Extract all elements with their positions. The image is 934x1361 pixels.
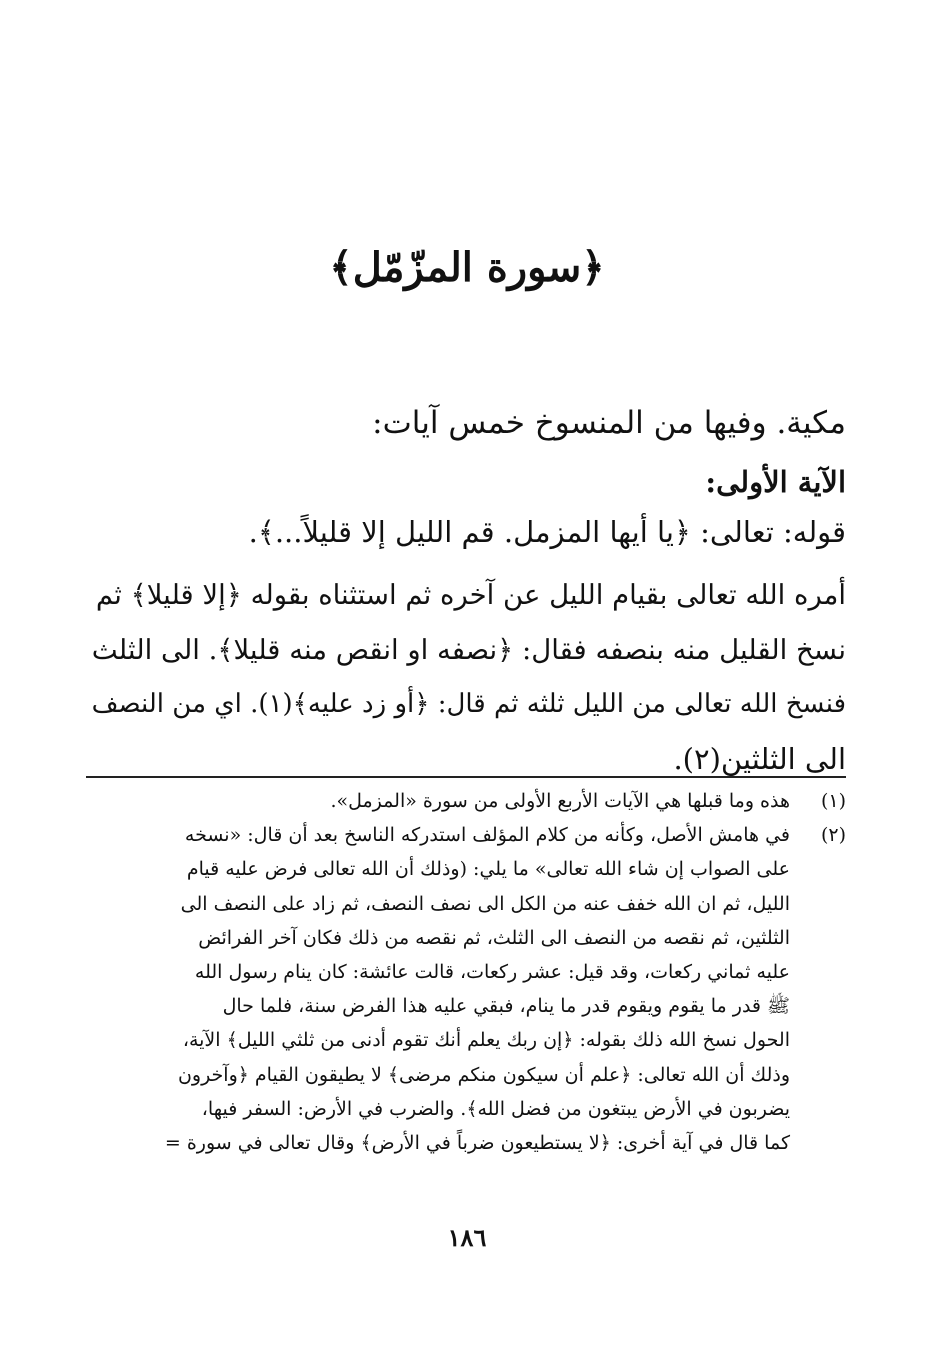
ayah-heading: الآية الأولى: [705,465,846,499]
surah-title: ﴿سورة المزّمّل﴾ [329,244,605,291]
page-number: ١٨٦ [447,1223,487,1252]
footnote-number: (٢) [820,824,846,847]
footnote-line: الليل، ثم ان الله خفف عنه من الكل الى نصف النصف، ثم زاد على النصف الى [180,892,790,915]
footnote-line: الحول نسخ الله ذلك بقوله: ﴿إن ربك يعلم أنك تقوم أدنى من ثلثي الليل﴾ الآية، [182,1029,790,1052]
footnote-line: كما قال في آية أخرى: ﴿لا يستطيعون ضرباً في الأرض﴾ وقال تعالى في سورة = [164,1132,790,1155]
footnote-line: عليه ثماني ركعات، وقد قيل: عشر ركعات، قالت عائشة: كان ينام رسول الله [194,961,790,984]
footnote-line: وذلك أن الله تعالى: ﴿علم أن سيكون منكم مرضى﴾ لا يطيقون القيام ﴿وآخرون [177,1063,790,1086]
footnotes [86,784,846,1160]
footnote-line: في هامش الأصل، وكأنه من كلام المؤلف استدركه الناسخ بعد أن قال: «نسخه [184,824,790,847]
body-line: نسخ القليل منه بنصفه فقال: ﴿نصفه او انقص منه قليلا﴾. الى الثلث [91,633,846,666]
intro-line: مكية. وفيها من المنسوخ خمس آيات: [372,405,846,441]
footnote-number: (١) [820,790,846,812]
footnote-line: ﷺ قدر ما يقوم ويقوم قدر ما ينام، فبقي عليه هذا الفرض سنة، فلما حال [222,995,790,1018]
footnote-line: يضربون في الأرض يبتغون من فضل الله﴾. والضرب في الأرض: السفر فيها، [201,1097,790,1120]
footnote-divider [86,776,846,778]
body-line: فنسخ الله تعالى من الليل ثلثه ثم قال: ﴿أو زد عليه﴾(١). اي من النصف [91,689,846,719]
footnote-line: الثلثين، ثم نقصه من النصف الى الثلث، ثم نقصه من ذلك فكان آخر الفرائض [198,926,790,949]
footnote-1 [86,784,846,818]
quote-line: قوله: تعالى: ﴿يا أيها المزمل. قم الليل إلا قليلاً...﴾. [248,515,846,549]
body-line: أمره الله تعالى بقيام الليل عن آخره ثم استثناه بقوله ﴿إلا قليلا﴾ ثم [95,579,846,611]
body-line: الى الثلثين(٢). [673,741,846,776]
footnote-2 [86,818,846,1160]
body-paragraph [86,568,846,786]
footnote-line: هذه وما قبلها هي الآيات الأربع الأولى من سورة «المزمل». [330,790,790,812]
footnote-line: على الصواب إن شاء الله تعالى» ما يلي: (وذلك أن الله تعالى فرض عليه قيام [186,858,790,881]
